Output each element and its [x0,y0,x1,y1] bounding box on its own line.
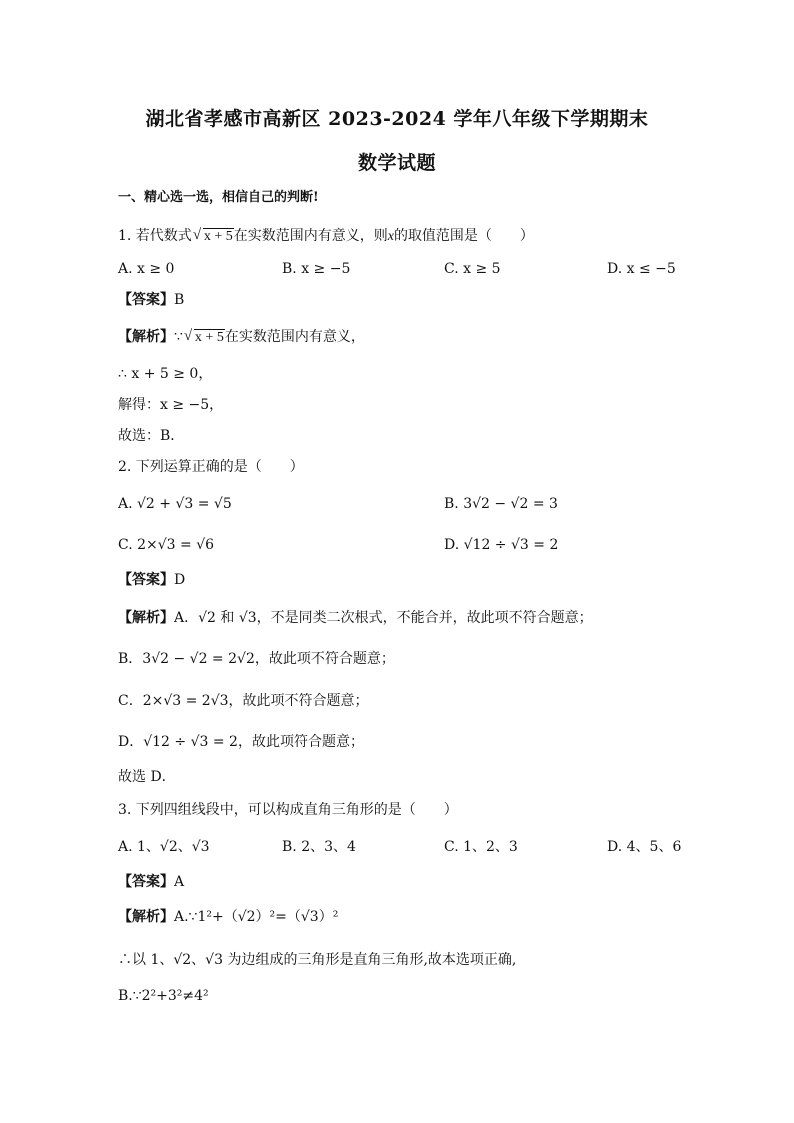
q2-stem: 2. 下列运算正确的是（ ） [118,459,304,475]
q1-answer-value: B [174,292,185,308]
q3-option-b: B. 2、3、4 [282,839,356,855]
q1-conclusion: 故选：B． [118,428,185,444]
q3-analysis-b: B.∵2²+3²≠4² [118,988,209,1004]
q3-answer [118,872,184,892]
q2-answer-label: 【答案】 [118,572,174,588]
q2-answer [118,570,185,590]
q3-analysis-a-text: A.∵1²+（√2）²=（√3）² [174,909,339,925]
q2-analysis-d: D．√12 ÷ √3 = 2，故此项符合题意； [118,734,364,750]
q1-stem [118,226,534,247]
q3-answer-label: 【答案】 [118,874,174,890]
q3-analysis-a2: ∴以 1、√2、√3 为边组成的三角形是直角三角形,故本选项正确, [118,952,517,968]
q1-option-b: B. x ≥ −5 [282,261,351,277]
q2-analysis-a [118,608,593,628]
q2-option-a: A. √2 + √3 = √5 [118,496,232,512]
q1-step2: 解得：x ≥ −5， [118,397,224,413]
q1-stem-pre: 1. 若代数式 [118,228,192,244]
q1-step1: ∴ x + 5 ≥ 0， [118,366,213,382]
q3-stem: 3. 下列四组线段中，可以构成直角三角形的是（ ） [118,802,458,818]
section-heading: 一、精心选一选，相信自己的判断! [118,190,319,205]
q1-analysis-pre: ∵ [174,329,183,345]
q1-answer [118,290,184,310]
q1-analysis-post: 在实数范围内有意义， [224,329,365,345]
q1-analysis-radical: √ x + 5 [185,328,225,348]
q2-option-b: B. 3√2 − √2 = 3 [444,496,558,512]
q1-stem-radical: √ x + 5 [194,227,234,247]
document-subtitle: 数学试题 [357,152,436,174]
q3-analysis-a [118,907,338,927]
q2-analysis-label: 【解析】 [118,610,174,626]
q3-analysis-label: 【解析】 [118,909,174,925]
q1-option-d: D. x ≤ −5 [607,261,676,277]
q2-analysis-c: C．2×√3 = 2√3，故此项不符合题意； [118,693,369,709]
q3-answer-value: A [174,874,185,890]
q1-stem-var: x [387,229,394,244]
q2-answer-value: D [174,572,186,588]
q2-analysis-a-text: A．√2 和 √3，不是同类二次根式，不能合并，故此项不符合题意； [174,610,593,626]
q1-stem-post: 在实数范围内有意义，则 [233,228,388,244]
q3-option-c: C. 1、2、3 [444,839,518,855]
q2-option-c: C. 2×√3 = √6 [118,537,215,553]
q1-analysis [118,327,365,348]
q3-option-a: A. 1、√2、√3 [118,839,210,855]
q1-stem-end: 的取值范围是（ ） [393,228,534,244]
q2-conclusion: 故选 D． [118,769,176,785]
q2-option-d: D. √12 ÷ √3 = 2 [444,537,559,553]
document-title: 湖北省孝感市高新区 2023-2024 学年八年级下学期期末 [145,108,649,130]
q1-answer-label: 【答案】 [118,292,174,308]
q2-analysis-b: B．3√2 − √2 = 2√2，故此项不符合题意； [118,651,395,667]
q3-option-d: D. 4、5、6 [607,839,682,855]
q1-option-a: A. x ≥ 0 [118,261,175,277]
q1-analysis-label: 【解析】 [118,329,174,345]
q1-option-c: C. x ≥ 5 [444,261,501,277]
